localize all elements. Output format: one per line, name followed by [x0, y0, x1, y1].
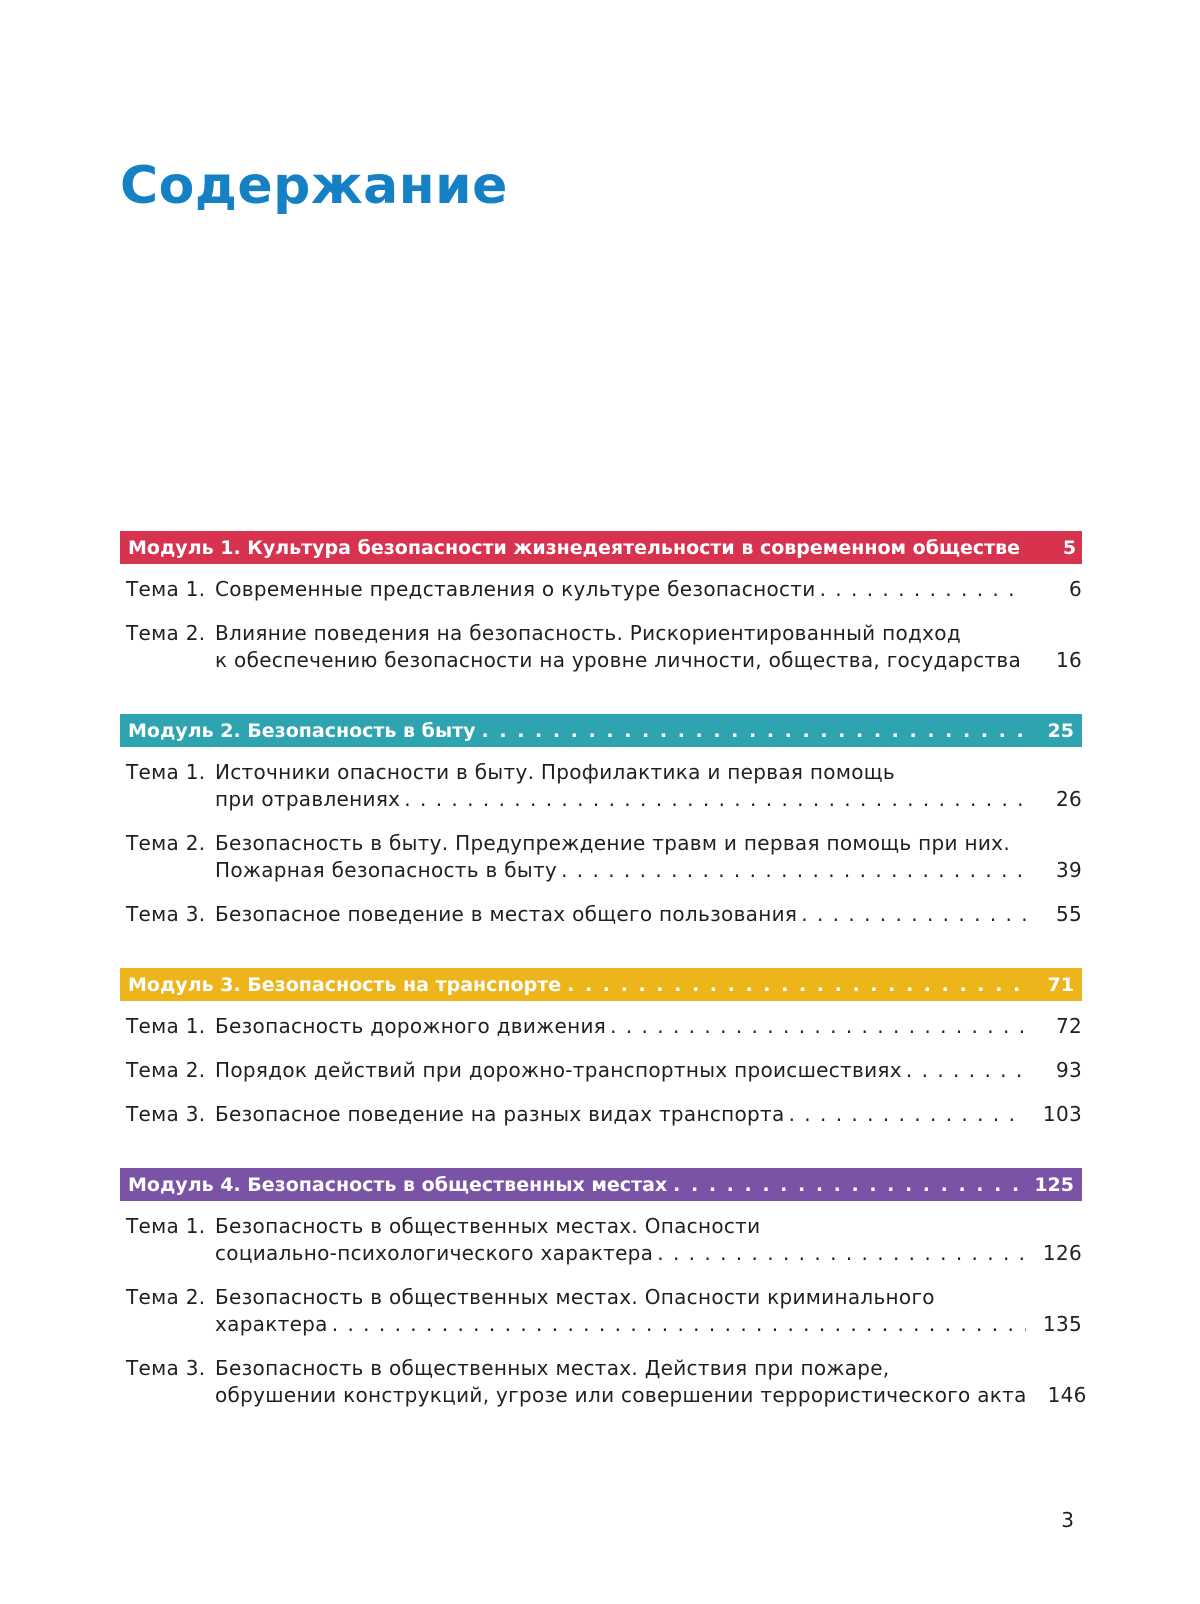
leader-dots — [657, 1240, 1026, 1267]
module-title: Модуль 3. Безопасность на транспорте — [128, 973, 562, 996]
toc-entry[interactable] — [120, 1101, 1082, 1128]
topic-title: Безопасное поведение на разных видах транспорта — [215, 1102, 785, 1126]
topic-label: Тема 1. — [126, 1214, 206, 1238]
module-title: Модуль 2. Безопасность в быту — [128, 719, 476, 742]
topic-label: Тема 1. — [126, 577, 206, 601]
topic-label: Тема 3. — [126, 902, 206, 926]
module-header[interactable] — [120, 1168, 1082, 1201]
topic-label: Тема 1. — [126, 760, 206, 784]
topic-title: Порядок действий при дорожно-транспортных происшествиях — [215, 1058, 902, 1082]
toc-entry[interactable] — [120, 1057, 1082, 1084]
leader-dots — [801, 901, 1026, 928]
page-number: 3 — [1061, 1508, 1074, 1532]
topic-title-continued: социально-психологического характера — [215, 1241, 654, 1265]
module-page-number: 25 — [1047, 719, 1074, 742]
table-of-contents — [120, 531, 1087, 1449]
leader-dots — [332, 1311, 1026, 1338]
toc-entry[interactable] — [120, 1355, 1087, 1409]
module-header[interactable] — [120, 531, 1082, 564]
module-header[interactable] — [120, 714, 1082, 747]
toc-entry[interactable] — [120, 576, 1082, 603]
toc-entry[interactable] — [120, 1013, 1082, 1040]
topic-title: Безопасное поведение в местах общего пользования — [215, 902, 798, 926]
leader-dots — [610, 1013, 1026, 1040]
module-section — [120, 714, 1082, 928]
topic-page-number: 135 — [1042, 1312, 1082, 1336]
leader-dots — [820, 576, 1026, 603]
module-header[interactable] — [120, 968, 1082, 1001]
topic-label: Тема 2. — [126, 1285, 206, 1309]
module-page-number: 71 — [1047, 973, 1074, 996]
toc-entry[interactable] — [120, 759, 1082, 813]
module-section — [120, 1168, 1087, 1409]
topic-page-number: 146 — [1047, 1383, 1087, 1407]
toc-entry[interactable] — [120, 1213, 1082, 1267]
topic-page-number: 93 — [1055, 1058, 1082, 1082]
page-title: Содержание — [120, 156, 508, 216]
topic-title: Безопасность дорожного движения — [215, 1014, 607, 1038]
topic-label: Тема 2. — [126, 831, 206, 855]
topic-label: Тема 3. — [126, 1102, 206, 1126]
toc-entry[interactable] — [120, 901, 1082, 928]
topic-title: Современные представления о культуре безопасности — [215, 577, 816, 601]
leader-dots — [567, 974, 1024, 996]
module-section — [120, 531, 1082, 674]
toc-entry[interactable] — [120, 1284, 1082, 1338]
topic-title: Безопасность в общественных местах. Действия при пожаре, — [215, 1356, 890, 1380]
topic-page-number: 126 — [1042, 1241, 1082, 1265]
topic-title-continued: обрушении конструкций, угрозе или совершении террористического акта — [215, 1383, 1027, 1407]
topic-title-continued: при отравлениях — [215, 787, 401, 811]
topic-page-number: 103 — [1042, 1102, 1082, 1126]
module-title: Модуль 4. Безопасность в общественных местах — [128, 1173, 668, 1196]
topic-page-number: 39 — [1055, 858, 1082, 882]
module-page-number: 125 — [1034, 1173, 1074, 1196]
toc-entry[interactable] — [120, 620, 1082, 674]
toc-entry[interactable] — [120, 830, 1082, 884]
topic-label: Тема 3. — [126, 1356, 206, 1380]
topic-title: Безопасность в общественных местах. Опасности — [215, 1214, 761, 1238]
topic-title-continued: характера — [215, 1312, 328, 1336]
topic-title: Безопасность в общественных местах. Опасности криминального — [215, 1285, 935, 1309]
leader-dots — [906, 1057, 1026, 1084]
leader-dots — [404, 786, 1026, 813]
module-section — [120, 968, 1082, 1128]
module-title: Модуль 1. Культура безопасности жизнедеятельности в современном обществе — [128, 536, 1021, 559]
topic-label: Тема 2. — [126, 621, 206, 645]
topic-page-number: 6 — [1068, 577, 1082, 601]
topic-title: Источники опасности в быту. Профилактика и первая помощь — [215, 760, 895, 784]
topic-label: Тема 1. — [126, 1014, 206, 1038]
leader-dots — [673, 1174, 1024, 1196]
leader-dots — [482, 720, 1024, 742]
topic-label: Тема 2. — [126, 1058, 206, 1082]
module-page-number: 5 — [1062, 536, 1077, 559]
topic-page-number: 16 — [1055, 648, 1082, 672]
topic-title: Безопасность в быту. Предупреждение травм и первая помощь при них. — [215, 831, 1010, 855]
topic-title: Влияние поведения на безопасность. Рискориентированный подход — [215, 621, 961, 645]
topic-page-number: 26 — [1055, 787, 1082, 811]
topic-title-continued: Пожарная безопасность в быту — [215, 858, 558, 882]
topic-title-continued: к обеспечению безопасности на уровне личности, общества, государства — [215, 648, 1022, 672]
leader-dots — [561, 857, 1026, 884]
topic-page-number: 55 — [1055, 902, 1082, 926]
leader-dots — [789, 1101, 1026, 1128]
topic-page-number: 72 — [1055, 1014, 1082, 1038]
